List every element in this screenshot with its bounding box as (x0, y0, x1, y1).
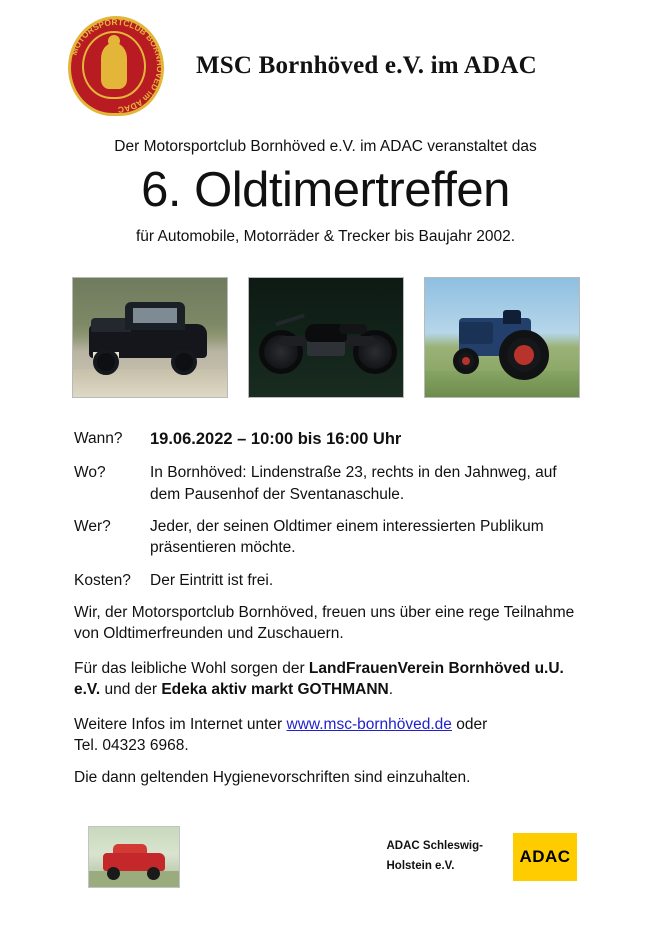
tractor-wheel-front (453, 348, 479, 374)
svg-text:MOTORSPORTCLUB BORNHÖVED im AD: MOTORSPORTCLUB BORNHÖVED im ADAC (68, 16, 166, 116)
photo-vintage-car (72, 277, 228, 398)
red-car-wheel-left (107, 867, 120, 880)
detail-value-kosten: Der Eintritt ist frei. (150, 571, 274, 589)
event-subtitle: für Automobile, Motorräder & Trecker bis Baujahr 2002. (135, 228, 516, 246)
logo-figure (101, 43, 127, 89)
header (0, 0, 651, 118)
detail-row-kosten (74, 570, 581, 591)
club-logo-icon (62, 12, 170, 120)
event-details (0, 428, 651, 788)
detail-value-wann: 19.06.2022 – 10:00 bis 16:00 Uhr (150, 430, 402, 449)
verpflegung-text-pre: Für das leibliche Wohl sorgen der (74, 659, 309, 677)
verpflegung-text-mid: und der (100, 681, 162, 699)
website-link[interactable]: www.msc-bornhöved.de (286, 715, 452, 733)
adac-region-line-1: ADAC Schleswig- (386, 840, 483, 853)
edeka-name: Edeka aktiv markt GOTHMANN (161, 681, 389, 699)
adac-logo-icon (513, 833, 577, 881)
photo-strip (0, 277, 651, 398)
detail-label-kosten: Kosten? (74, 571, 131, 589)
moto-seat (339, 324, 367, 334)
detail-row-wer (74, 516, 581, 559)
adac-region-line-2: Holstein e.V. (386, 860, 455, 872)
detail-label-wo: Wo? (74, 464, 106, 482)
car-wheel-front (93, 349, 119, 375)
detail-row-wo (74, 462, 581, 505)
photo-ground (89, 871, 179, 887)
photo-tractor (424, 277, 580, 398)
car-wheel-rear (171, 349, 197, 375)
infos-text-pre: Weitere Infos im Internet unter (74, 715, 287, 733)
photo-motorcycle (248, 277, 404, 398)
landfrauen-name: LandFrauenVerein Bornhöved u.U. e.V. (74, 659, 564, 699)
detail-label-wann: Wann? (74, 430, 123, 448)
intro-line: Der Motorsportclub Bornhöved e.V. im ADAC veranstaltet das (114, 138, 537, 155)
phone-number: Tel. 04323 6968. (74, 736, 189, 754)
logo-shield (68, 16, 164, 116)
detail-value-wer: Jeder, der seinen Oldtimer einem interessierten Publikum präsentieren möchte. (150, 517, 544, 557)
moto-engine (307, 340, 345, 356)
tractor-hood (459, 322, 493, 344)
tractor-wheel-rear (499, 330, 549, 380)
detail-label-wer: Wer? (74, 517, 111, 535)
photo-ground (425, 371, 579, 397)
adac-region-label (387, 837, 484, 876)
moto-handlebar (275, 314, 305, 327)
photo-ground (73, 369, 227, 397)
car-window (133, 308, 177, 323)
page-title: MSC Bornhöved e.V. im ADAC (196, 52, 537, 79)
infos-text-mid: oder (451, 715, 488, 733)
paragraph-hygiene: Die dann geltenden Hygienevorschriften sind einzuhalten. (74, 769, 471, 787)
photo-red-car (88, 826, 180, 888)
tractor-seat (503, 310, 521, 324)
red-car-wheel-right (147, 867, 160, 880)
detail-row-wann (74, 428, 581, 451)
event-title: 6. Oldtimertreffen (141, 163, 510, 217)
adac-logo-text: ADAC (519, 847, 571, 866)
paragraph-infos (74, 714, 581, 757)
verpflegung-text-end: . (388, 681, 394, 699)
footer (0, 813, 651, 901)
detail-value-wo: In Bornhöved: Lindenstraße 23, rechts in den Jahnweg, auf dem Pausenhof der Sventanaschule. (150, 464, 557, 503)
paragraph-verpflegung (74, 658, 581, 701)
paragraph-teilnahme: Wir, der Motorsportclub Bornhöved, freuen uns über eine rege Teilnahme von Oldtimerfreunden und Zuschauern. (74, 604, 575, 643)
